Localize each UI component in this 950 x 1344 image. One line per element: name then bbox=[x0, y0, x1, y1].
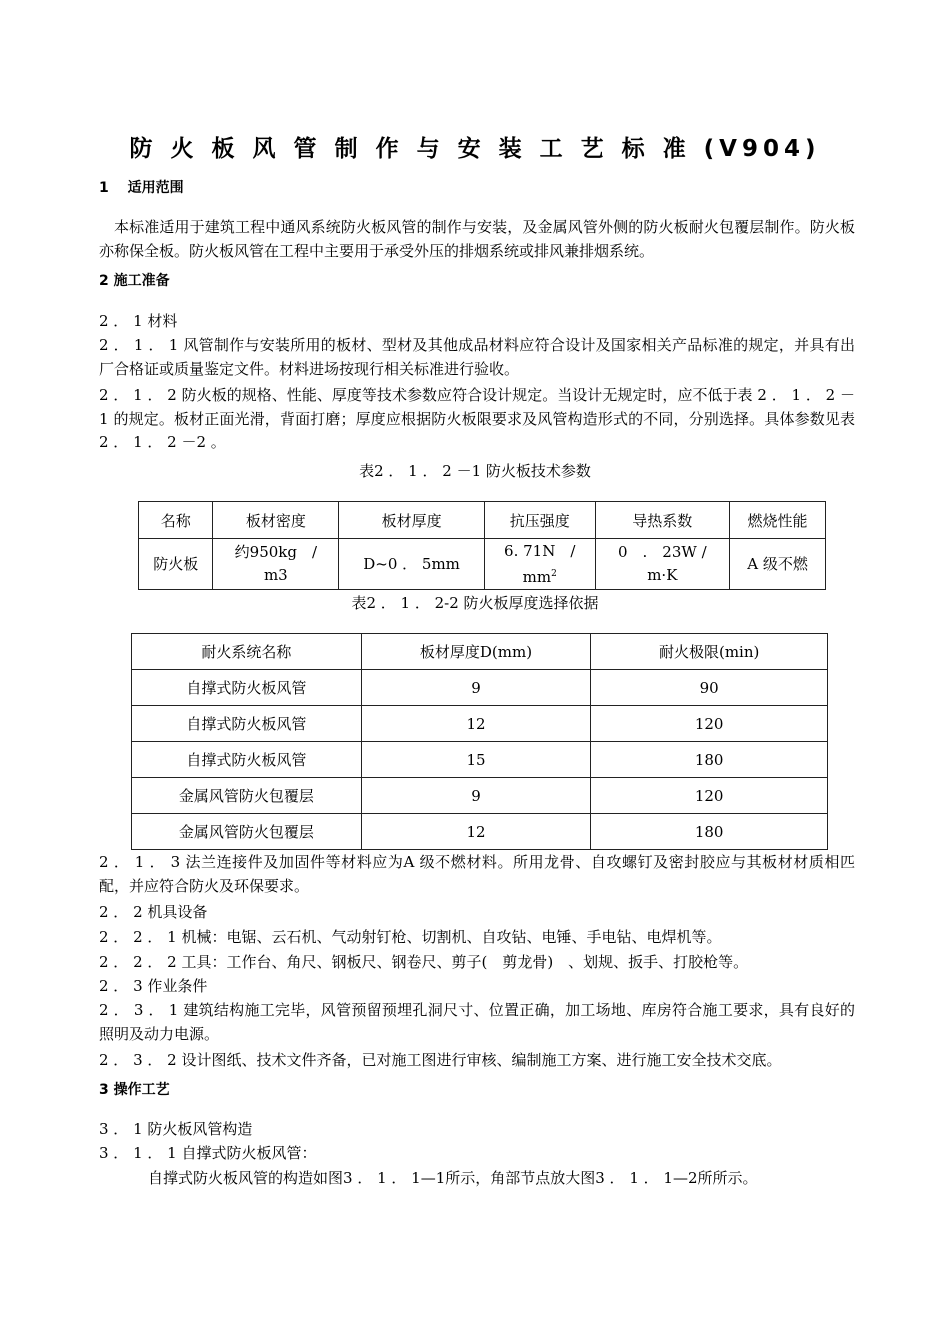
table-header-cell: 板材密度 bbox=[213, 502, 339, 539]
table-cell: 自撑式防火板风管 bbox=[132, 742, 362, 778]
clause-2-1-1: 2 ． 1 ． 1 风管制作与安装所用的板材、型材及其他成品材料应符合设计及国家相关产品标准的规定，并具有出厂合格证或质量鉴定文件。材料进场按现行相关标准进行验收。 bbox=[99, 336, 855, 378]
table-cell-strength bbox=[484, 539, 595, 590]
table-row bbox=[132, 742, 828, 778]
clause-2-2-2: 2 ． 2 ． 2 工具：工作台、角尺、钢板尺、钢卷尺、剪子( 剪龙骨) 、划规、扳手、打胶枪等。 bbox=[99, 953, 749, 971]
table-header-cell: 导热系数 bbox=[595, 502, 730, 539]
table-1-fireboard-parameters bbox=[138, 501, 826, 590]
table-1-caption: 表2 ． 1 ． 2 －1 防火板技术参数 bbox=[359, 462, 591, 480]
section-1-heading: 1 适用范围 bbox=[99, 180, 184, 196]
strength-value: 6. 71N / bbox=[504, 541, 576, 560]
table-2-thickness-selection bbox=[131, 633, 828, 850]
strength-unit-sup: 2 bbox=[551, 568, 557, 579]
clause-2-3-2: 2 ． 3 ． 2 设计图纸、技术文件齐备，已对施工图进行审核、编制施工方案、进行施工安全技术交底。 bbox=[99, 1051, 782, 1069]
clause-2-1-3: 2 ． 1 ． 3 法兰连接件及加固件等材料应为A 级不燃材料。所用龙骨、自攻螺钉及密封胶应与其板材材质相匹配，并应符合防火及环保要求。 bbox=[99, 853, 855, 895]
clause-2-1-2: 2 ． 1 ． 2 防火板的规格、性能、厚度等技术参数应符合设计规定。当设计无规定时，应不低于表 2 ． 1 ． 2 －1 的规定。板材正面光滑，背面打磨；厚度应根据防火板限要求及风管构造形式的不同，分别选择。具体参数见表2 ． 1 ． 2 －2 。 bbox=[99, 386, 855, 451]
table-header-cell: 燃烧性能 bbox=[730, 502, 826, 539]
table-cell: 120 bbox=[591, 778, 828, 814]
subsection-2-2: 2 ． 2 机具设备 bbox=[99, 903, 208, 921]
table-row bbox=[132, 670, 828, 706]
table-cell-conductivity bbox=[595, 539, 730, 590]
table-cell: 9 bbox=[361, 670, 591, 706]
clause-2-2-1: 2 ． 2 ． 1 机械：电锯、云石机、气动射钉枪、切割机、自攻钻、电锤、手电钻、电焊机等。 bbox=[99, 928, 722, 946]
table-cell-combustion: A 级不燃 bbox=[730, 539, 826, 590]
table-cell: 120 bbox=[591, 706, 828, 742]
table-2-caption: 表2 ． 1 ． 2-2 防火板厚度选择依据 bbox=[351, 594, 599, 612]
table-header-cell: 抗压强度 bbox=[484, 502, 595, 539]
table-cell: 自撑式防火板风管 bbox=[132, 670, 362, 706]
clause-3-1-1: 3 ． 1 ． 1 自撑式防火板风管： bbox=[99, 1144, 317, 1162]
document-title: 防 火 板 风 管 制 作 与 安 装 工 艺 标 准 (V904) bbox=[129, 136, 821, 162]
table-cell: 180 bbox=[591, 742, 828, 778]
table-header-cell: 耐火极限(min) bbox=[591, 634, 828, 670]
table-cell: 自撑式防火板风管 bbox=[132, 706, 362, 742]
density-value: 约950kg / bbox=[234, 543, 318, 561]
table-cell: 90 bbox=[591, 670, 828, 706]
subsection-2-1: 2 ． 1 材料 bbox=[99, 312, 178, 330]
table-header-cell: 板材厚度D(mm) bbox=[361, 634, 591, 670]
table-header-row bbox=[132, 634, 828, 670]
strength-unit: mm bbox=[522, 567, 552, 586]
table-row bbox=[132, 706, 828, 742]
table-header-cell: 板材厚度 bbox=[339, 502, 485, 539]
table-row bbox=[139, 539, 826, 590]
conductivity-value: 0 . 23W / bbox=[617, 543, 707, 561]
table-row bbox=[132, 778, 828, 814]
density-unit: m3 bbox=[263, 566, 288, 584]
table-cell: 金属风管防火包覆层 bbox=[132, 778, 362, 814]
table-cell: 金属风管防火包覆层 bbox=[132, 814, 362, 850]
subsection-2-3: 2 ． 3 作业条件 bbox=[99, 977, 208, 995]
clause-3-1-1-text: 自撑式防火板风管的构造如图3 ． 1 ． 1—1所示，角部节点放大图3 ． 1 ． 1—2所所示。 bbox=[148, 1169, 758, 1187]
section-1-paragraph: 本标准适用于建筑工程中通风系统防火板风管的制作与安装，及金属风管外侧的防火板耐火包覆层制作。防火板亦称保全板。防火板风管在工程中主要用于承受外压的排烟系统或排风兼排烟系统。 bbox=[99, 218, 855, 260]
table-cell: 12 bbox=[361, 706, 591, 742]
table-cell: 12 bbox=[361, 814, 591, 850]
table-row bbox=[132, 814, 828, 850]
table-cell: 180 bbox=[591, 814, 828, 850]
table-cell: 15 bbox=[361, 742, 591, 778]
table-cell-name: 防火板 bbox=[139, 539, 213, 590]
clause-2-3-1: 2 ． 3 ． 1 建筑结构施工完毕，风管预留预埋孔洞尺寸、位置正确，加工场地、库房符合施工要求，具有良好的照明及动力电源。 bbox=[99, 1001, 855, 1043]
table-cell-density bbox=[213, 539, 339, 590]
section-3-heading: 3 操作工艺 bbox=[99, 1082, 170, 1098]
table-cell: 9 bbox=[361, 778, 591, 814]
table-header-cell: 名称 bbox=[139, 502, 213, 539]
subsection-3-1: 3 ． 1 防火板风管构造 bbox=[99, 1120, 253, 1138]
table-cell-thickness: D~0 ． 5mm bbox=[339, 539, 485, 590]
table-header-cell: 耐火系统名称 bbox=[132, 634, 362, 670]
section-2-heading: 2 施工准备 bbox=[99, 273, 170, 289]
table-header-row bbox=[139, 502, 826, 539]
conductivity-unit: m·K bbox=[647, 566, 678, 584]
